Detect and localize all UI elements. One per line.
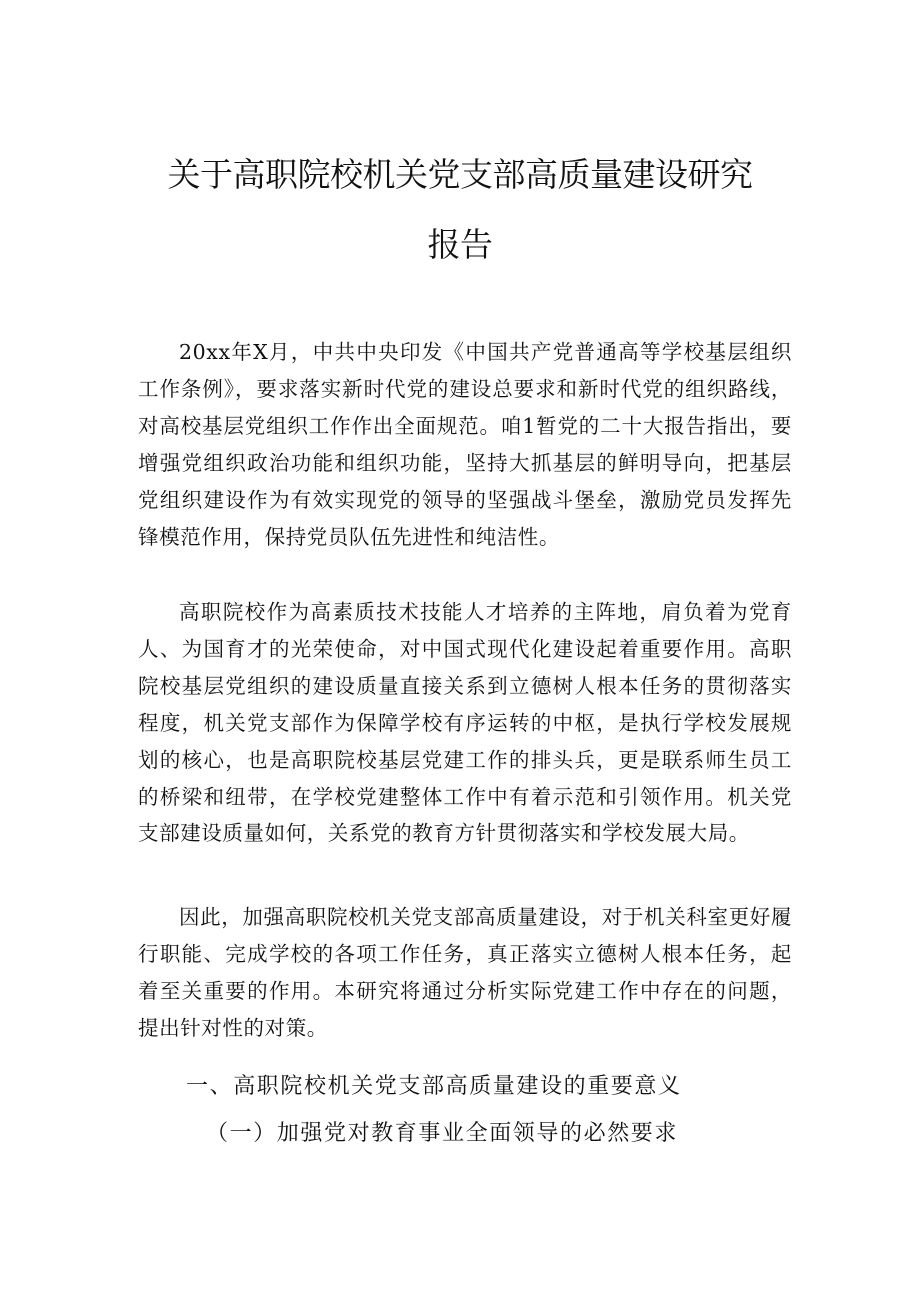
paragraph-1-block [138,334,792,555]
paragraph-3: 因此，加强高职院校机关党支部高质量建设，对于机关科室更好履行职能、完成学校的各项工作任务，真正落实立德树人根本任务，起着至关重要的作用。本研究将通过分析实际党建工作中存在的问题，提出针对性的对策。 [138,905,792,1040]
subsection-heading-1: （一）加强党对教育事业全面领导的必然要求 [206,1121,679,1146]
document-title-line-2: 报告 [427,225,493,264]
paragraph-3-block [138,899,792,1047]
section-heading-1: 一、高职院校机关党支部高质量建设的重要意义 [186,1074,682,1099]
paragraph-2: 高职院校作为高素质技术技能人才培养的主阵地，肩负着为党育人、为国育才的光荣使命，对中国式现代化建设起着重要作用。高职院校基层党组织的建设质量直接关系到立德树人根本任务的贯彻落实程度，机关党支部作为保障学校有序运转的中枢，是执行学校发展规划的核心，也是高职院校基层党建工作的排头兵，更是联系师生员工的桥梁和纽带，在学校党建整体工作中有着示范和引领作用。机关党支部建设质量如何，关系党的教育方针贯彻落实和学校发展大局。 [138,600,792,846]
document-title-line-1: 关于高职院校机关党支部高质量建设研究 [167,155,753,194]
paragraph-2-block [138,594,792,852]
paragraph-1: 20xx年X月，中共中央印发《中国共产党普通高等学校基层组织工作条例》，要求落实新时代党的建设总要求和新时代党的组织路线，对高校基层党组织工作作出全面规范。咱1暂党的二十大报告指出，要增强党组织政治功能和组织功能，坚持大抓基层的鲜明导向，把基层党组织建设作为有效实现党的领导的坚强战斗堡垒，激励党员发挥先锋模范作用，保持党员队伍先进性和纯洁性。 [138,340,792,549]
